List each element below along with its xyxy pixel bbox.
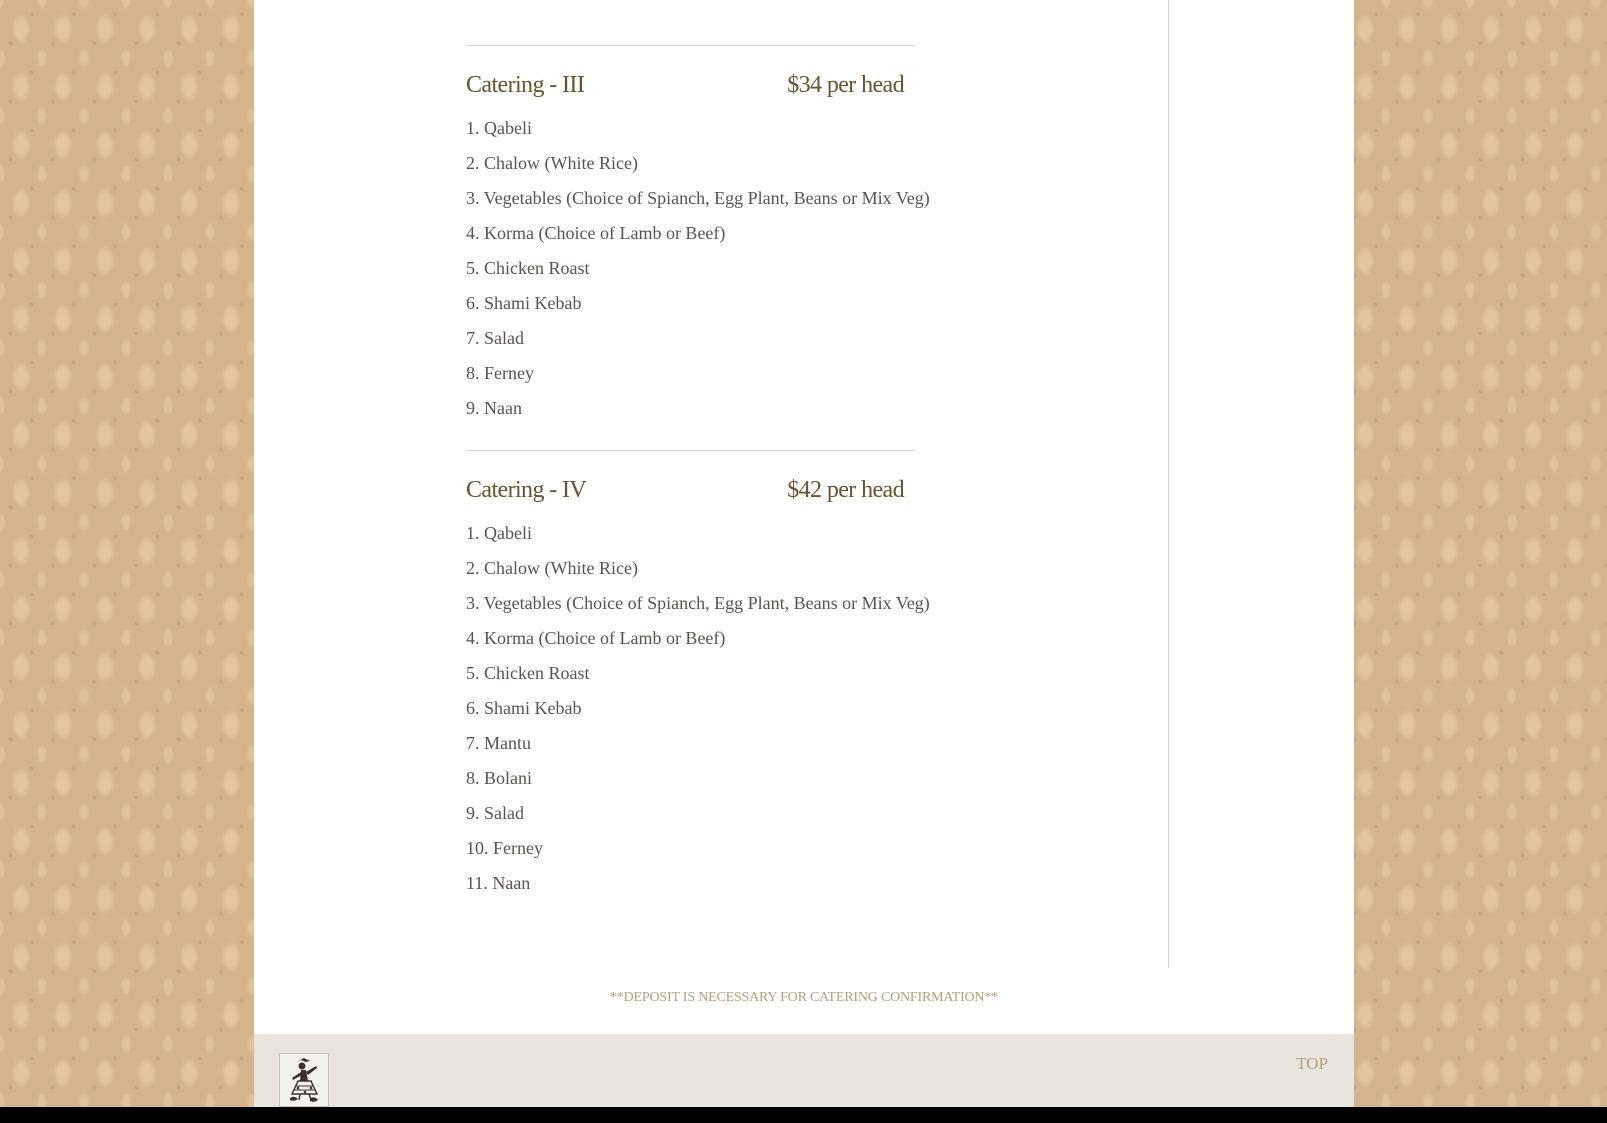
menu-item: 4. Korma (Choice of Lamb or Beef) [466, 628, 726, 648]
section-title: Catering - III [466, 72, 585, 98]
menu-item-list [466, 111, 930, 426]
catering-menu [466, 0, 930, 901]
back-to-top-link[interactable]: TOP [1296, 1054, 1328, 1073]
menu-item: 1. Qabeli [466, 523, 532, 543]
bottom-bar [0, 1107, 1607, 1123]
section-divider [466, 45, 915, 46]
menu-item: 2. Chalow (White Rice) [466, 153, 638, 173]
section-price: $42 per head [787, 477, 904, 503]
menu-item: 8. Bolani [466, 768, 532, 788]
section-price: $34 per head [787, 72, 904, 98]
section-title: Catering - IV [466, 477, 587, 503]
section-divider [466, 450, 915, 451]
menu-item-list [466, 516, 930, 901]
menu-item: 2. Chalow (White Rice) [466, 558, 638, 578]
menu-item: 8. Ferney [466, 363, 534, 383]
catering-section-iii [466, 45, 930, 426]
menu-item: 9. Salad [466, 803, 524, 823]
section-header [466, 473, 904, 507]
menu-item: 11. Naan [466, 873, 531, 893]
page-footer [254, 1034, 1354, 1107]
footer-scalloped-edge [254, 1026, 1354, 1036]
menu-item: 3. Vegetables (Choice of Spianch, Egg Plant, Beans or Mix Veg) [466, 593, 930, 613]
menu-item: 7. Mantu [466, 733, 531, 753]
dancer-logo-icon[interactable] [279, 1053, 329, 1107]
menu-item: 7. Salad [466, 328, 524, 348]
menu-item: 6. Shami Kebab [466, 293, 582, 313]
catering-section-iv [466, 450, 930, 901]
menu-item: 4. Korma (Choice of Lamb or Beef) [466, 223, 726, 243]
menu-item: 1. Qabeli [466, 118, 532, 138]
menu-item: 5. Chicken Roast [466, 663, 590, 683]
column-divider [1168, 0, 1169, 968]
section-header [466, 68, 904, 102]
menu-item: 10. Ferney [466, 838, 543, 858]
content-page [254, 0, 1354, 1107]
menu-item: 6. Shami Kebab [466, 698, 582, 718]
menu-item: 5. Chicken Roast [466, 258, 590, 278]
deposit-notice: **DEPOSIT IS NECESSARY FOR CATERING CONFIRMATION** [610, 990, 998, 1005]
menu-item: 9. Naan [466, 398, 522, 418]
menu-item: 3. Vegetables (Choice of Spianch, Egg Plant, Beans or Mix Veg) [466, 188, 930, 208]
